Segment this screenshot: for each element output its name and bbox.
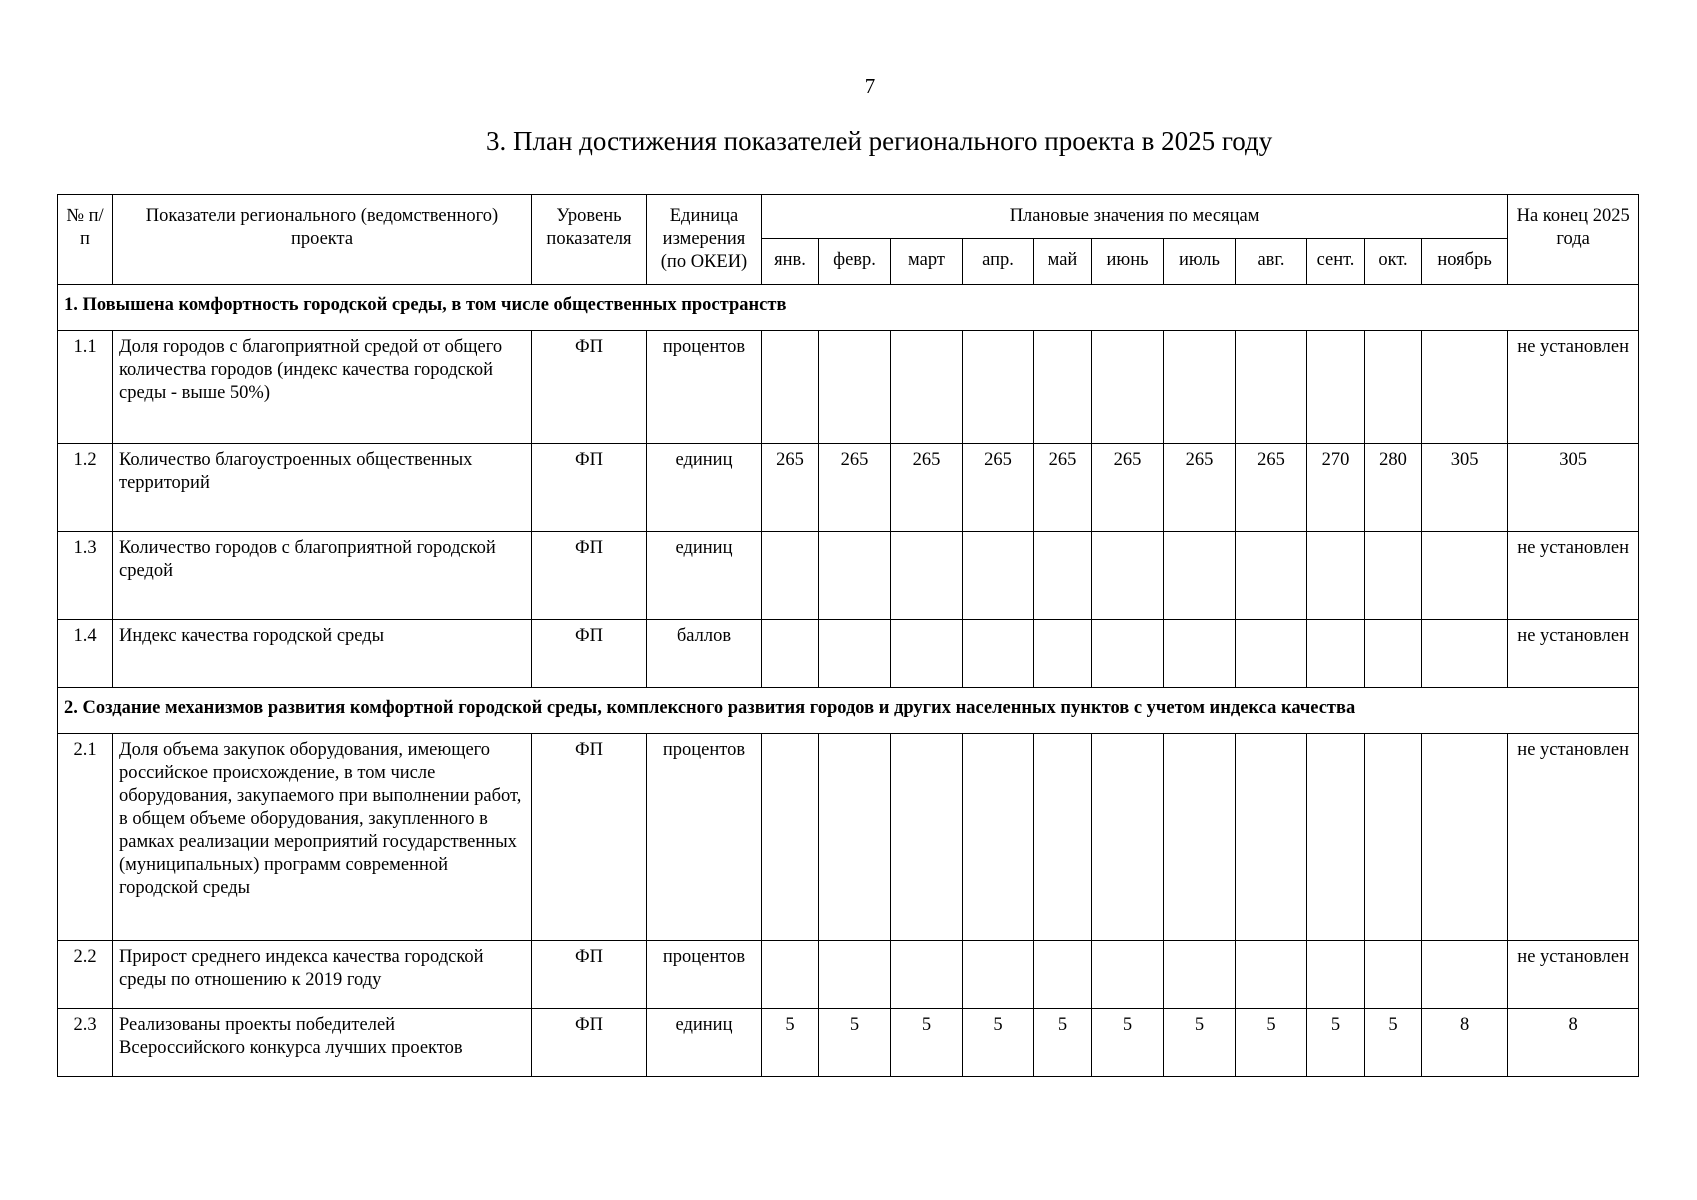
month-value <box>1034 331 1092 444</box>
month-value: 5 <box>819 1009 891 1077</box>
month-value: 265 <box>963 444 1034 532</box>
month-value: 5 <box>1236 1009 1307 1077</box>
indicator-name: Индекс качества городской среды <box>113 620 532 688</box>
month-value <box>762 734 819 941</box>
section-title: 2. Создание механизмов развития комфортной городской среды, комплексного развития городов и других населенных пунктов с учетом индекса качества <box>58 688 1639 734</box>
table-row <box>58 444 1639 532</box>
month-value <box>819 532 891 620</box>
month-value <box>1092 331 1164 444</box>
month-value <box>1307 532 1365 620</box>
indicator-unit: процентов <box>647 734 762 941</box>
month-value <box>1307 331 1365 444</box>
table-row <box>58 331 1639 444</box>
month-value <box>1092 532 1164 620</box>
table-header-row <box>58 195 1639 239</box>
month-value <box>1422 331 1508 444</box>
month-value <box>762 620 819 688</box>
month-value <box>1422 941 1508 1009</box>
table-row <box>58 734 1639 941</box>
header-num: № п/п <box>58 195 113 285</box>
month-value <box>891 941 963 1009</box>
month-value: 270 <box>1307 444 1365 532</box>
month-value: 265 <box>1164 444 1236 532</box>
header-month: апр. <box>963 239 1034 285</box>
month-value <box>1034 620 1092 688</box>
month-value <box>1365 331 1422 444</box>
table-body <box>58 285 1639 1077</box>
header-unit: Единица измерения (по ОКЕИ) <box>647 195 762 285</box>
indicator-name: Доля объема закупок оборудования, имеющего российское происхождение, в том числе оборудования, закупаемого при выполнении работ, в общем объеме оборудования, закупленного в рамках реализации мероприятий государственных (муниципальных) программ современной городской среды <box>113 734 532 941</box>
page-number: 7 <box>864 74 876 98</box>
month-value <box>1034 734 1092 941</box>
table-row <box>58 620 1639 688</box>
header-month: февр. <box>819 239 891 285</box>
indicator-level: ФП <box>532 532 647 620</box>
month-value <box>1365 620 1422 688</box>
header-month: авг. <box>1236 239 1307 285</box>
month-value <box>1236 532 1307 620</box>
indicator-level: ФП <box>532 734 647 941</box>
table-row <box>58 532 1639 620</box>
month-value <box>1164 532 1236 620</box>
month-value: 280 <box>1365 444 1422 532</box>
month-value <box>963 532 1034 620</box>
row-number: 2.3 <box>58 1009 113 1077</box>
header-month: март <box>891 239 963 285</box>
indicator-level: ФП <box>532 444 647 532</box>
indicator-level: ФП <box>532 1009 647 1077</box>
header-month: окт. <box>1365 239 1422 285</box>
month-value <box>1034 532 1092 620</box>
header-month: июль <box>1164 239 1236 285</box>
row-number: 2.2 <box>58 941 113 1009</box>
month-value <box>1365 532 1422 620</box>
year-end-value: не установлен <box>1508 331 1639 444</box>
year-end-value: не установлен <box>1508 734 1639 941</box>
month-value <box>819 941 891 1009</box>
indicator-name: Количество благоустроенных общественных территорий <box>113 444 532 532</box>
month-value <box>963 734 1034 941</box>
month-value <box>891 331 963 444</box>
header-monthly-values: Плановые значения по месяцам <box>762 195 1508 239</box>
table-row <box>58 941 1639 1009</box>
row-number: 1.4 <box>58 620 113 688</box>
table-row <box>58 1009 1639 1077</box>
month-value <box>891 620 963 688</box>
month-value <box>891 532 963 620</box>
month-value <box>762 532 819 620</box>
month-value: 265 <box>1034 444 1092 532</box>
year-end-value: 305 <box>1508 444 1639 532</box>
indicator-plan-table <box>57 194 1639 1077</box>
month-value <box>1236 331 1307 444</box>
row-number: 2.1 <box>58 734 113 941</box>
month-value <box>1365 941 1422 1009</box>
month-value <box>1092 734 1164 941</box>
month-value <box>1422 620 1508 688</box>
month-value <box>762 331 819 444</box>
month-value <box>963 941 1034 1009</box>
indicator-name: Реализованы проекты победителей Всероссийского конкурса лучших проектов <box>113 1009 532 1077</box>
month-value: 5 <box>1164 1009 1236 1077</box>
month-value <box>1164 620 1236 688</box>
month-value <box>1092 620 1164 688</box>
header-level: Уровень показателя <box>532 195 647 285</box>
header-month: янв. <box>762 239 819 285</box>
year-end-value: не установлен <box>1508 532 1639 620</box>
indicator-name: Прирост среднего индекса качества городской среды по отношению к 2019 году <box>113 941 532 1009</box>
section-row <box>58 688 1639 734</box>
month-value <box>1164 941 1236 1009</box>
indicator-unit: единиц <box>647 532 762 620</box>
month-value: 265 <box>1236 444 1307 532</box>
month-value <box>1236 734 1307 941</box>
month-value <box>1307 941 1365 1009</box>
row-number: 1.1 <box>58 331 113 444</box>
month-value <box>762 941 819 1009</box>
month-value: 265 <box>819 444 891 532</box>
header-month: ноябрь <box>1422 239 1508 285</box>
indicator-name: Доля городов с благоприятной средой от общего количества городов (индекс качества городской среды - выше 50%) <box>113 331 532 444</box>
month-value: 265 <box>891 444 963 532</box>
month-value <box>1092 941 1164 1009</box>
month-value: 8 <box>1422 1009 1508 1077</box>
year-end-value: 8 <box>1508 1009 1639 1077</box>
month-value: 5 <box>1307 1009 1365 1077</box>
month-value <box>1236 620 1307 688</box>
indicator-unit: процентов <box>647 941 762 1009</box>
month-value <box>963 331 1034 444</box>
indicator-unit: процентов <box>647 331 762 444</box>
month-value <box>1365 734 1422 941</box>
month-value <box>1164 734 1236 941</box>
section-row <box>58 285 1639 331</box>
month-value: 5 <box>1365 1009 1422 1077</box>
month-value: 5 <box>963 1009 1034 1077</box>
indicator-level: ФП <box>532 941 647 1009</box>
month-value <box>1307 734 1365 941</box>
month-value <box>1307 620 1365 688</box>
month-value: 5 <box>762 1009 819 1077</box>
month-value: 265 <box>762 444 819 532</box>
indicator-level: ФП <box>532 331 647 444</box>
header-month: июнь <box>1092 239 1164 285</box>
year-end-value: не установлен <box>1508 620 1639 688</box>
month-value <box>1034 941 1092 1009</box>
month-value <box>963 620 1034 688</box>
header-month: сент. <box>1307 239 1365 285</box>
row-number: 1.2 <box>58 444 113 532</box>
row-number: 1.3 <box>58 532 113 620</box>
month-value <box>1236 941 1307 1009</box>
month-value: 265 <box>1092 444 1164 532</box>
month-value: 5 <box>1092 1009 1164 1077</box>
month-value: 5 <box>1034 1009 1092 1077</box>
month-value: 305 <box>1422 444 1508 532</box>
indicator-unit: баллов <box>647 620 762 688</box>
year-end-value: не установлен <box>1508 941 1639 1009</box>
indicator-name: Количество городов с благоприятной городской средой <box>113 532 532 620</box>
month-value <box>819 734 891 941</box>
month-value <box>819 620 891 688</box>
document-title: 3. План достижения показателей регионального проекта в 2025 году <box>486 126 1273 156</box>
header-month: май <box>1034 239 1092 285</box>
month-value <box>1164 331 1236 444</box>
month-value: 5 <box>891 1009 963 1077</box>
indicator-unit: единиц <box>647 444 762 532</box>
month-value <box>1422 532 1508 620</box>
header-year-end: На конец 2025 года <box>1508 195 1639 285</box>
month-value <box>891 734 963 941</box>
header-indicator: Показатели регионального (ведомственного) проекта <box>113 195 532 285</box>
month-value <box>819 331 891 444</box>
section-title: 1. Повышена комфортность городской среды, в том числе общественных пространств <box>58 285 1639 331</box>
indicator-unit: единиц <box>647 1009 762 1077</box>
month-value <box>1422 734 1508 941</box>
indicator-level: ФП <box>532 620 647 688</box>
